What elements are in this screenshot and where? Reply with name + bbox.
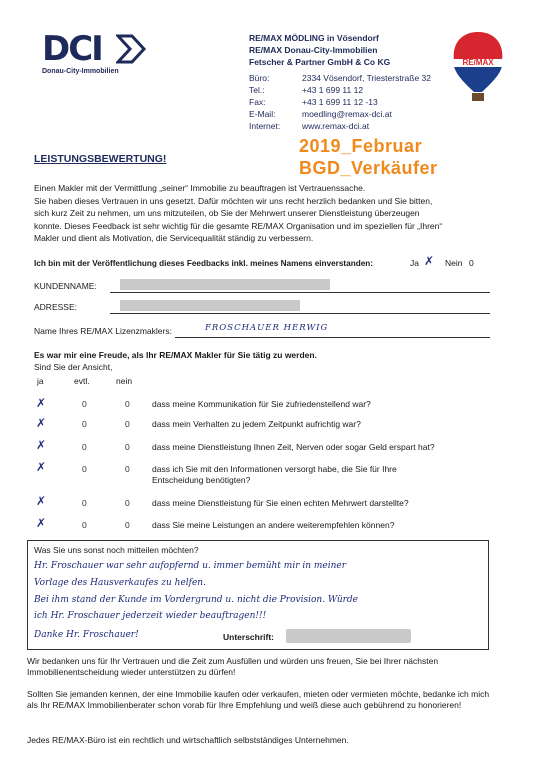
rating-nein-mark[interactable]: 0 — [125, 498, 130, 508]
stamp-line-1: 2019_Februar — [299, 136, 423, 156]
intro-line-5: Makler und dient als Motivation, die Servicequalität ständig zu verbessern. — [34, 233, 314, 243]
rating-heading: Es war mir eine Freude, als Ihr RE/MAX Makler für Sie tätig zu werden. — [34, 350, 317, 360]
footer-legal: Jedes RE/MAX-Büro ist ein rechtlich und wirtschaftlich selbstständiges Unternehmen. — [27, 735, 349, 745]
adresse-field[interactable] — [110, 312, 490, 314]
signature-redaction — [286, 629, 411, 643]
intro-line-2: Sie haben dieses Vertrauen in uns gesetzt. Dafür möchten wir uns recht herzlich bedanken und Sie bitten, — [34, 196, 433, 206]
kundenname-redaction — [120, 279, 330, 290]
signature-label: Unterschrift: — [223, 632, 275, 642]
rating-ja-mark[interactable]: ✗ — [36, 396, 47, 410]
column-evtl: evtl. — [74, 376, 90, 386]
makler-label: Name Ihres RE/MAX Lizenzmaklers: — [34, 326, 172, 336]
contact-label-fax: Fax: — [249, 97, 266, 107]
rating-evtl-mark[interactable]: 0 — [82, 442, 87, 452]
consent-ja-label: Ja — [410, 258, 419, 268]
comment-line: Hr. Froschauer war sehr aufopfernd u. immer bemüht mir in meiner — [34, 561, 347, 571]
rating-ja-mark[interactable]: ✗ — [36, 494, 47, 508]
consent-nein-checkbox[interactable]: 0 — [469, 258, 474, 268]
dci-logo-subtitle: Donau-City-Immobilien — [42, 68, 119, 75]
intro-line-1: Einen Makler mit der Vermittlung „seiner“ Immobilie zu beauftragen ist Vertrauenssache. — [34, 183, 366, 193]
comment-line: ich Hr. Froschauer jederzeit wieder beauftragen!!! — [34, 611, 267, 621]
kundenname-label: KUNDENNAME: — [34, 281, 97, 291]
consent-ja-checkbox[interactable]: ✗ — [424, 254, 435, 268]
dci-logo — [42, 29, 152, 80]
intro-line-3: sich kurz Zeit zu nehmen, um uns mitzuteilen, ob Sie der Mehrwert unserer Dienstleistung überzeugen — [34, 208, 420, 218]
footer-referral: Sollten Sie jemanden kennen, der eine Immobilie kaufen oder verkaufen, mieten oder vermieten möchte, bedanke ich mich als Ihr RE/MAX Immobilienberater schon vorab für Ihre Empfehlung und weiß diese auch gebührend zu honorieren! — [27, 689, 490, 710]
rating-question: dass mein Verhalten zu jedem Zeitpunkt aufrichtig war? — [152, 419, 361, 429]
rating-evtl-mark[interactable]: 0 — [82, 498, 87, 508]
contact-label-buero: Büro: — [249, 73, 270, 83]
remax-logo-text: RE/MAX — [462, 58, 494, 67]
comment-line: Vorlage des Hausverkaufes zu helfen. — [34, 578, 206, 588]
company-line-3: Fetscher & Partner GmbH & Co KG — [249, 57, 391, 67]
consent-nein-label: Nein — [445, 258, 463, 268]
rating-ja-mark[interactable]: ✗ — [36, 460, 47, 474]
rating-subheading: Sind Sie der Ansicht, — [34, 362, 113, 372]
rating-nein-mark[interactable]: 0 — [125, 442, 130, 452]
rating-ja-mark[interactable]: ✗ — [36, 438, 47, 452]
intro-line-4: konnte. Dieses Feedback ist sehr wichtig für die gesamte RE/MAX Organisation und im speziellen für „Ihren“ — [34, 221, 443, 231]
makler-field[interactable] — [175, 336, 490, 338]
arrow-logo-icon — [116, 34, 148, 64]
column-nein: nein — [116, 376, 133, 386]
remax-balloon-logo — [448, 30, 508, 102]
contact-value-tel: +43 1 699 11 12 — [302, 85, 364, 95]
consent-question: Ich bin mit der Veröffentlichung dieses Feedbacks inkl. meines Namens einverstanden: — [34, 259, 373, 268]
column-ja: ja — [37, 376, 44, 386]
footer-thanks: Wir bedanken uns für Ihr Vertrauen und die Zeit zum Ausfüllen und würden uns freuen, Sie bei Ihrer nächsten Immobilienentscheidung wieder unterstützen zu dürfen! — [27, 656, 439, 677]
rating-nein-mark[interactable]: 0 — [125, 419, 130, 429]
comment-line: Bei ihm stand der Kunde im Vordergrund u. nicht die Provision. Würde — [34, 595, 358, 605]
stamp-line-2: BGD_Verkäufer — [299, 158, 438, 178]
rating-evtl-mark[interactable]: 0 — [82, 464, 87, 474]
contact-value-internet: www.remax-dci.at — [302, 121, 370, 131]
dci-logo-text: DCI — [42, 29, 102, 69]
contact-label-internet: Internet: — [249, 121, 281, 131]
contact-label-email: E-Mail: — [249, 109, 276, 119]
rating-ja-mark[interactable]: ✗ — [36, 516, 47, 530]
rating-question: dass Sie meine Leistungen an andere weiterempfehlen können? — [152, 520, 395, 530]
adresse-redaction — [120, 300, 300, 311]
rating-evtl-mark[interactable]: 0 — [82, 419, 87, 429]
comment-line: Danke Hr. Froschauer! — [34, 630, 139, 640]
company-line-2: RE/MAX Donau-City-Immobilien — [249, 45, 378, 55]
kundenname-field[interactable] — [110, 291, 490, 293]
rating-nein-mark[interactable]: 0 — [125, 399, 130, 409]
rating-evtl-mark[interactable]: 0 — [82, 399, 87, 409]
makler-value: FROSCHAUER HERWIG — [205, 323, 329, 333]
rating-evtl-mark[interactable]: 0 — [82, 520, 87, 530]
rating-nein-mark[interactable]: 0 — [125, 520, 130, 530]
rating-nein-mark[interactable]: 0 — [125, 464, 130, 474]
rating-ja-mark[interactable]: ✗ — [36, 416, 47, 430]
rating-question: dass ich Sie mit den Informationen versorgt habe, die Sie für Ihre Entscheidung benötigten? — [152, 464, 397, 485]
contact-label-tel: Tel.: — [249, 85, 265, 95]
page-title: LEISTUNGSBEWERTUNG! — [34, 153, 167, 165]
contact-value-buero: 2334 Vösendorf, Triesterstraße 32 — [302, 73, 431, 83]
company-line-1: RE/MAX MÖDLING in Vösendorf — [249, 33, 379, 43]
rating-question: dass meine Dienstleistung für Sie einen echten Mehrwert darstellte? — [152, 498, 409, 508]
adresse-label: ADRESSE: — [34, 302, 77, 312]
contact-value-fax: +43 1 699 11 12 -13 — [302, 97, 378, 107]
contact-value-email: moedling@remax-dci.at — [302, 109, 392, 119]
comments-label: Was Sie uns sonst noch mitteilen möchten? — [34, 545, 199, 555]
rating-question: dass meine Kommunikation für Sie zufriedenstellend war? — [152, 399, 371, 409]
rating-question: dass meine Dienstleistung Ihnen Zeit, Nerven oder sogar Geld erspart hat? — [152, 442, 435, 452]
